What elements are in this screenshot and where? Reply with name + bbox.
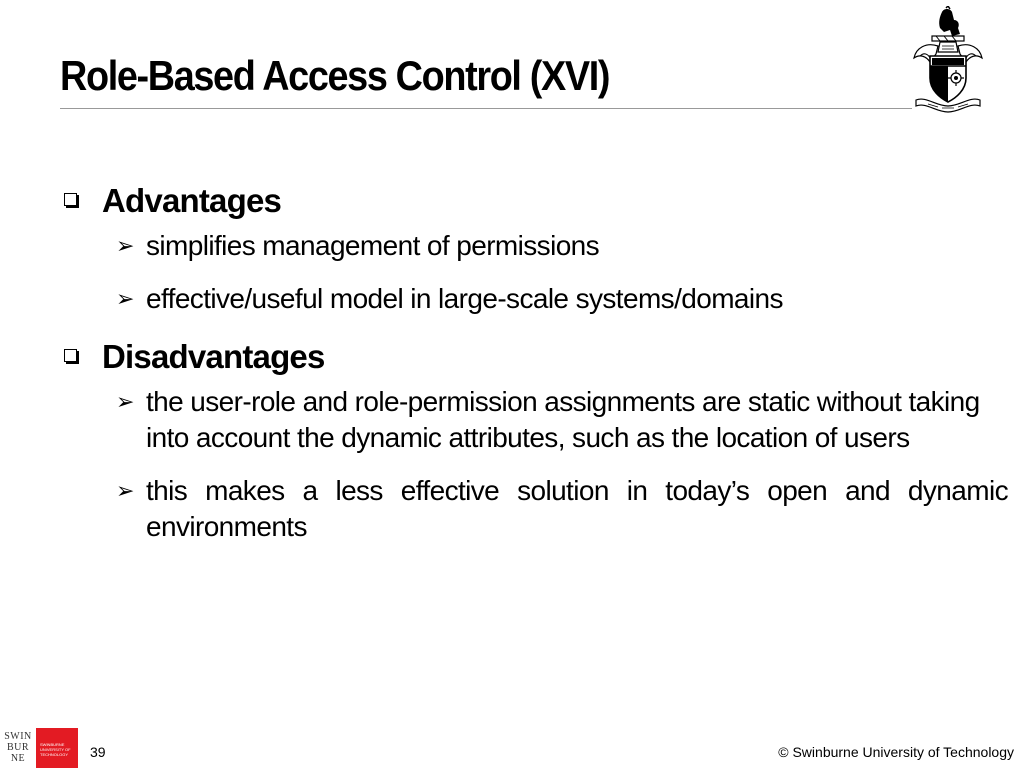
- slide-title: Role-Based Access Control (XVI): [60, 52, 610, 99]
- list-item: [116, 281, 1008, 317]
- title-divider: [60, 108, 912, 109]
- list-item: [116, 384, 1008, 456]
- university-crest-icon: [906, 6, 990, 114]
- list-item-text: this makes a less effective solution in today’s open and dynamic environments: [146, 475, 1008, 542]
- logo-wordmark: SWIN BUR NE: [0, 728, 36, 768]
- copyright-notice: © Swinburne University of Technology: [778, 744, 1014, 760]
- square-bullet-icon: [64, 349, 77, 362]
- arrow-bullet-icon: ➢: [116, 233, 134, 258]
- arrow-bullet-icon: ➢: [116, 478, 134, 503]
- section-heading-advantages: [60, 178, 1008, 224]
- list-item-text: the user-role and role-permission assignments are static without taking into account the dynamic attributes, such as the location of users: [146, 386, 980, 453]
- list-item: [116, 473, 1008, 545]
- arrow-bullet-icon: ➢: [116, 286, 134, 311]
- section-heading-label: Advantages: [102, 182, 282, 219]
- square-bullet-icon: [64, 193, 77, 206]
- section-heading-disadvantages: [60, 334, 1008, 380]
- arrow-bullet-icon: ➢: [116, 389, 134, 414]
- section-heading-label: Disadvantages: [102, 338, 325, 375]
- slide-content: [60, 178, 1008, 562]
- logo-subtitle: SWINBURNE UNIVERSITY OF TECHNOLOGY: [40, 742, 71, 757]
- swinburne-logo: [0, 728, 78, 768]
- list-item: [116, 228, 1008, 264]
- list-item-text: simplifies management of permissions: [146, 230, 600, 261]
- page-number: 39: [90, 744, 106, 760]
- list-item-text: effective/useful model in large-scale systems/domains: [146, 283, 783, 314]
